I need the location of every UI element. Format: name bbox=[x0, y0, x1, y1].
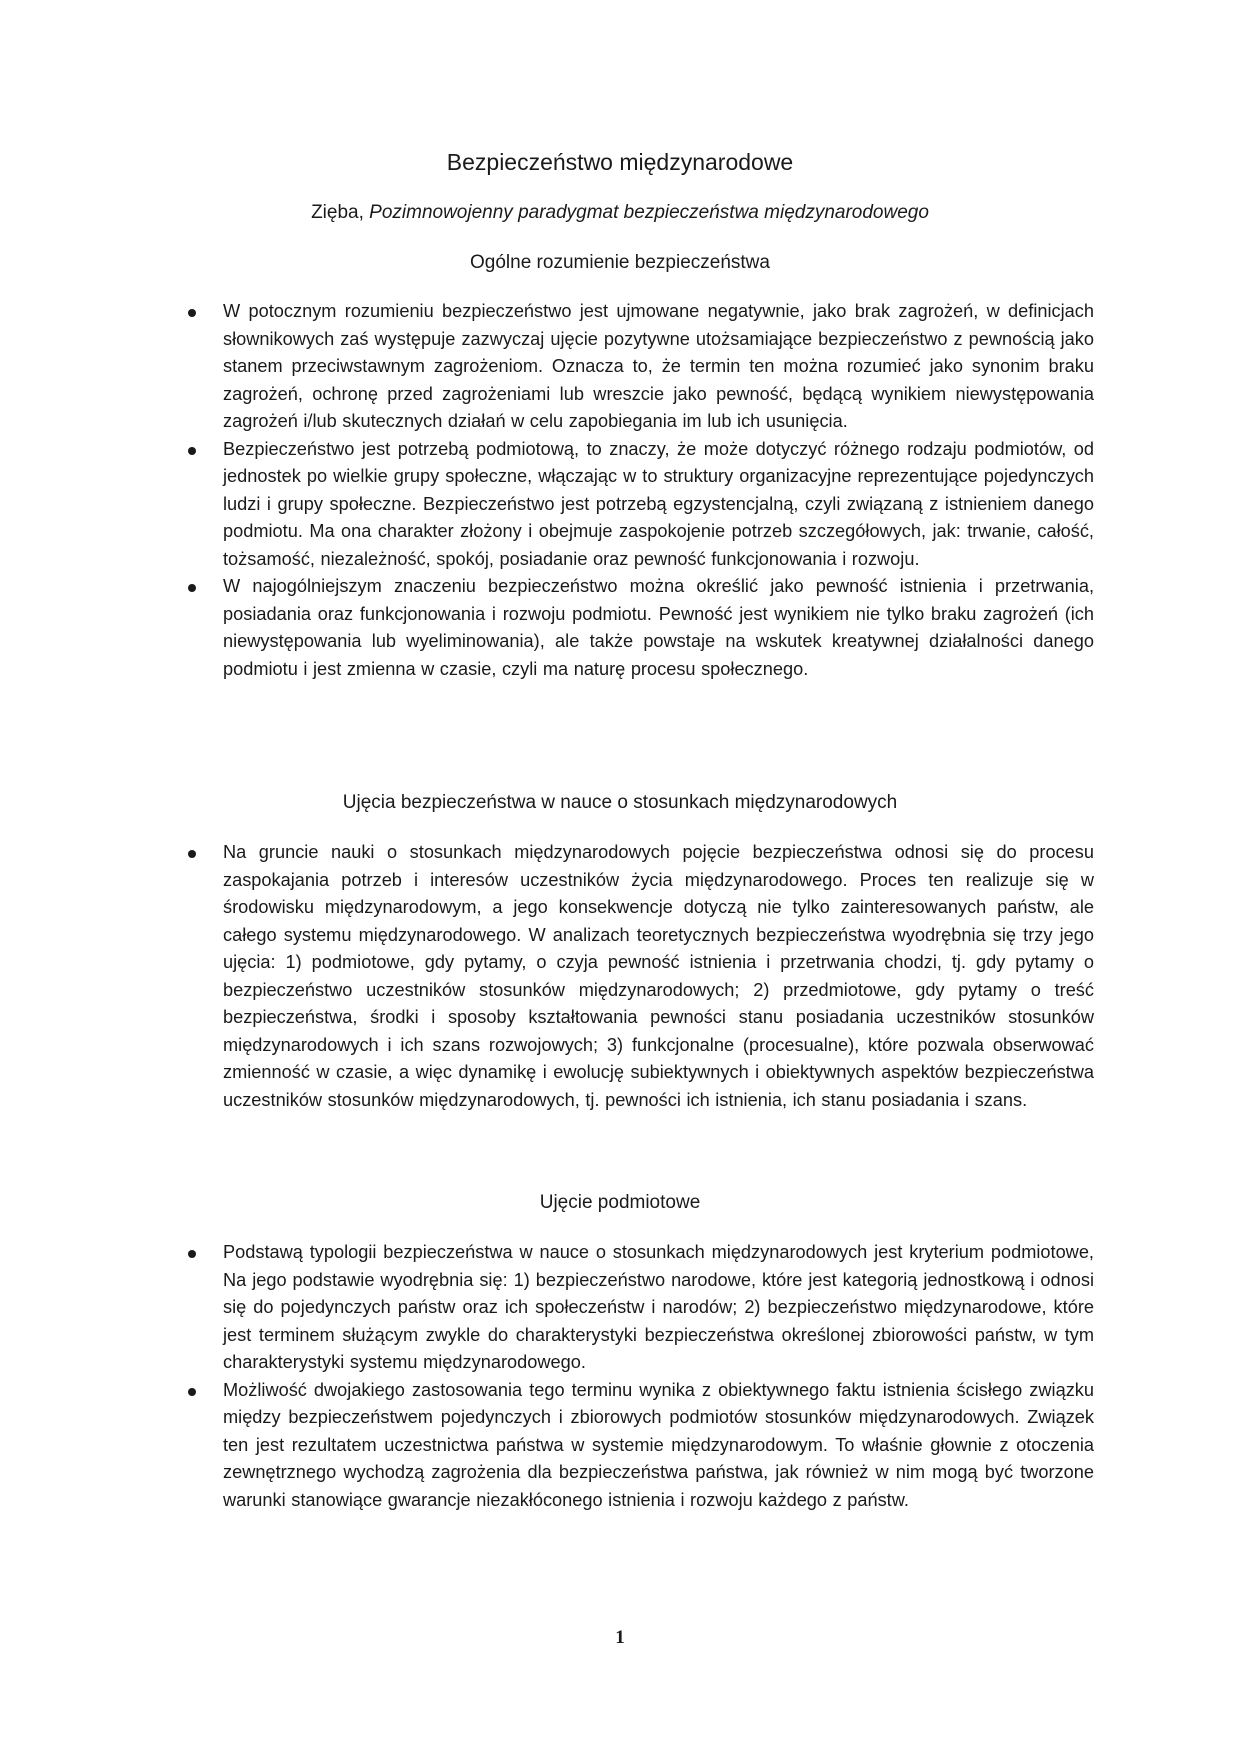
bullet-icon bbox=[188, 1250, 196, 1258]
list-item bbox=[223, 436, 1094, 574]
section-list-ir-approaches bbox=[0, 839, 1240, 1114]
bullet-icon bbox=[188, 309, 196, 317]
list-item-text: Możliwość dwojakiego zastosowania tego terminu wynika z obiektywnego faktu istnienia ścisłego związku między bezpieczeństwem pojedynczych i zbiorowych podmiotów stosunków międzynarodowych. Związek ten jest rezultatem uczestnictwa państwa w systemie międzynarodowym. To właśnie głownie z otoczenia zewnętrznego wychodzą zagrożenia dla bezpieczeństwa państwa, jak również w nim mogą być tworzone warunki stanowiące gwarancje niezakłóconego istnienia i rozwoju każdego z państw. bbox=[223, 1379, 1094, 1510]
list-item bbox=[223, 298, 1094, 436]
bullet-icon bbox=[188, 584, 196, 592]
list-item-text: W potocznym rozumieniu bezpieczeństwo jest ujmowane negatywnie, jako brak zagrożeń, w definicjach słownikowych zaś występuje zazwyczaj ujęcie pozytywne utożsamiające bezpieczeństwo z pewnością jako stanem przeciwstawnym zagrożeniom. Oznacza to, że termin ten można rozumieć jako synonim braku zagrożeń, ochronę przed zagrożeniami lub wreszcie jako pewność, będącą wynikiem niewystępowania zagrożeń i/lub skutecznych działań w celu zapobiegania im lub ich usunięcia. bbox=[223, 301, 1094, 431]
bullet-icon bbox=[188, 447, 196, 455]
bullet-icon bbox=[188, 850, 196, 858]
document-title: Bezpieczeństwo międzynarodowe bbox=[446, 149, 794, 175]
section-heading-ir-approaches: Ujęcia bezpieczeństwa w nauce o stosunkach międzynarodowych bbox=[342, 792, 898, 813]
list-item bbox=[223, 573, 1094, 683]
list-item bbox=[223, 1239, 1094, 1377]
list-item bbox=[223, 1377, 1094, 1515]
list-item-text: Na gruncie nauki o stosunkach międzynarodowych pojęcie bezpieczeństwa odnosi się do procesu zaspokajania potrzeb i interesów uczestników życia międzynarodowego. Proces ten realizuje się w środowisku międzynarodowym, a jego konsekwencje dotyczą nie tylko zainteresowanych państw, ale całego systemu międzynarodowego. W analizach teoretycznych bezpieczeństwa wyodrębnia się trzy jego ujęcia: 1) podmiotowe, gdy pytamy, o czyja pewność istnienia i przetrwania chodzi, tj. gdy pytamy o bezpieczeństwo uczestników stosunków międzynarodowych; 2) przedmiotowe, gdy pytamy o treść bezpieczeństwa, środki i sposoby kształtowania pewności stanu posiadania uczestników stosunków międzynarodowych i ich szans rozwojowych; 3) funkcjonalne (procesualne), które pozwala obserwować zmienność w czasie, a więc dynamikę i ewolucję subiektywnych i obiektywnych aspektów bezpieczeństwa uczestników stosunków międzynarodowych, tj. pewności ich istnienia, ich stanu posiadania i szans. bbox=[223, 842, 1094, 1110]
list-item-text: Podstawą typologii bezpieczeństwa w nauce o stosunkach międzynarodowych jest kryterium podmiotowe, Na jego podstawie wyodrębnia się: 1) bezpieczeństwo narodowe, które jest kategorią jednostkową i odnosi się do pojedynczych państw oraz ich społeczeństw i narodów; 2) bezpieczeństwo międzynarodowe, które jest terminem służącym zwykle do charakterystyki bezpieczeństwa określonej zbiorowości państw, w tym charakterystyki systemu międzynarodowego. bbox=[223, 1242, 1094, 1372]
list-item-text: W najogólniejszym znaczeniu bezpieczeństwo można określić jako pewność istnienia i przetrwania, posiadania oraz funkcjonowania i rozwoju podmiotu. Pewność jest wynikiem nie tylko braku zagrożeń (ich niewystępowania lub wyeliminowania), ale także powstaje na wskutek kreatywnej działalności danego podmiotu i jest zmienna w czasie, czyli ma naturę procesu społecznego. bbox=[223, 576, 1094, 679]
section-heading-general: Ogólne rozumienie bezpieczeństwa bbox=[470, 252, 770, 273]
section-heading-subjective: Ujęcie podmiotowe bbox=[539, 1192, 701, 1213]
subtitle-author: Zięba, bbox=[311, 202, 370, 223]
document-subtitle bbox=[0, 201, 1240, 225]
bullet-icon bbox=[188, 1388, 196, 1396]
section-list-subjective bbox=[0, 1239, 1240, 1514]
section-list-general bbox=[0, 298, 1240, 683]
list-item-text: Bezpieczeństwo jest potrzebą podmiotową, to znaczy, że może dotyczyć różnego rodzaju podmiotów, od jednostek po wielkie grupy społeczne, włączając w to struktury organizacyjne reprezentujące pojedynczych ludzi i grupy społeczne. Bezpieczeństwo jest potrzebą egzystencjalną, czyli związaną z istnieniem danego podmiotu. Ma ona charakter złożony i obejmuje zaspokojenie potrzeb szczegółowych, jak: trwanie, całość, tożsamość, niezależność, spokój, posiadanie oraz pewność funkcjonowania i rozwoju. bbox=[223, 438, 1094, 569]
subtitle-work-title: Pozimnowojenny paradygmat bezpieczeństwa międzynarodowego bbox=[369, 202, 929, 223]
page-number: 1 bbox=[615, 1627, 625, 1648]
list-item bbox=[223, 839, 1094, 1114]
